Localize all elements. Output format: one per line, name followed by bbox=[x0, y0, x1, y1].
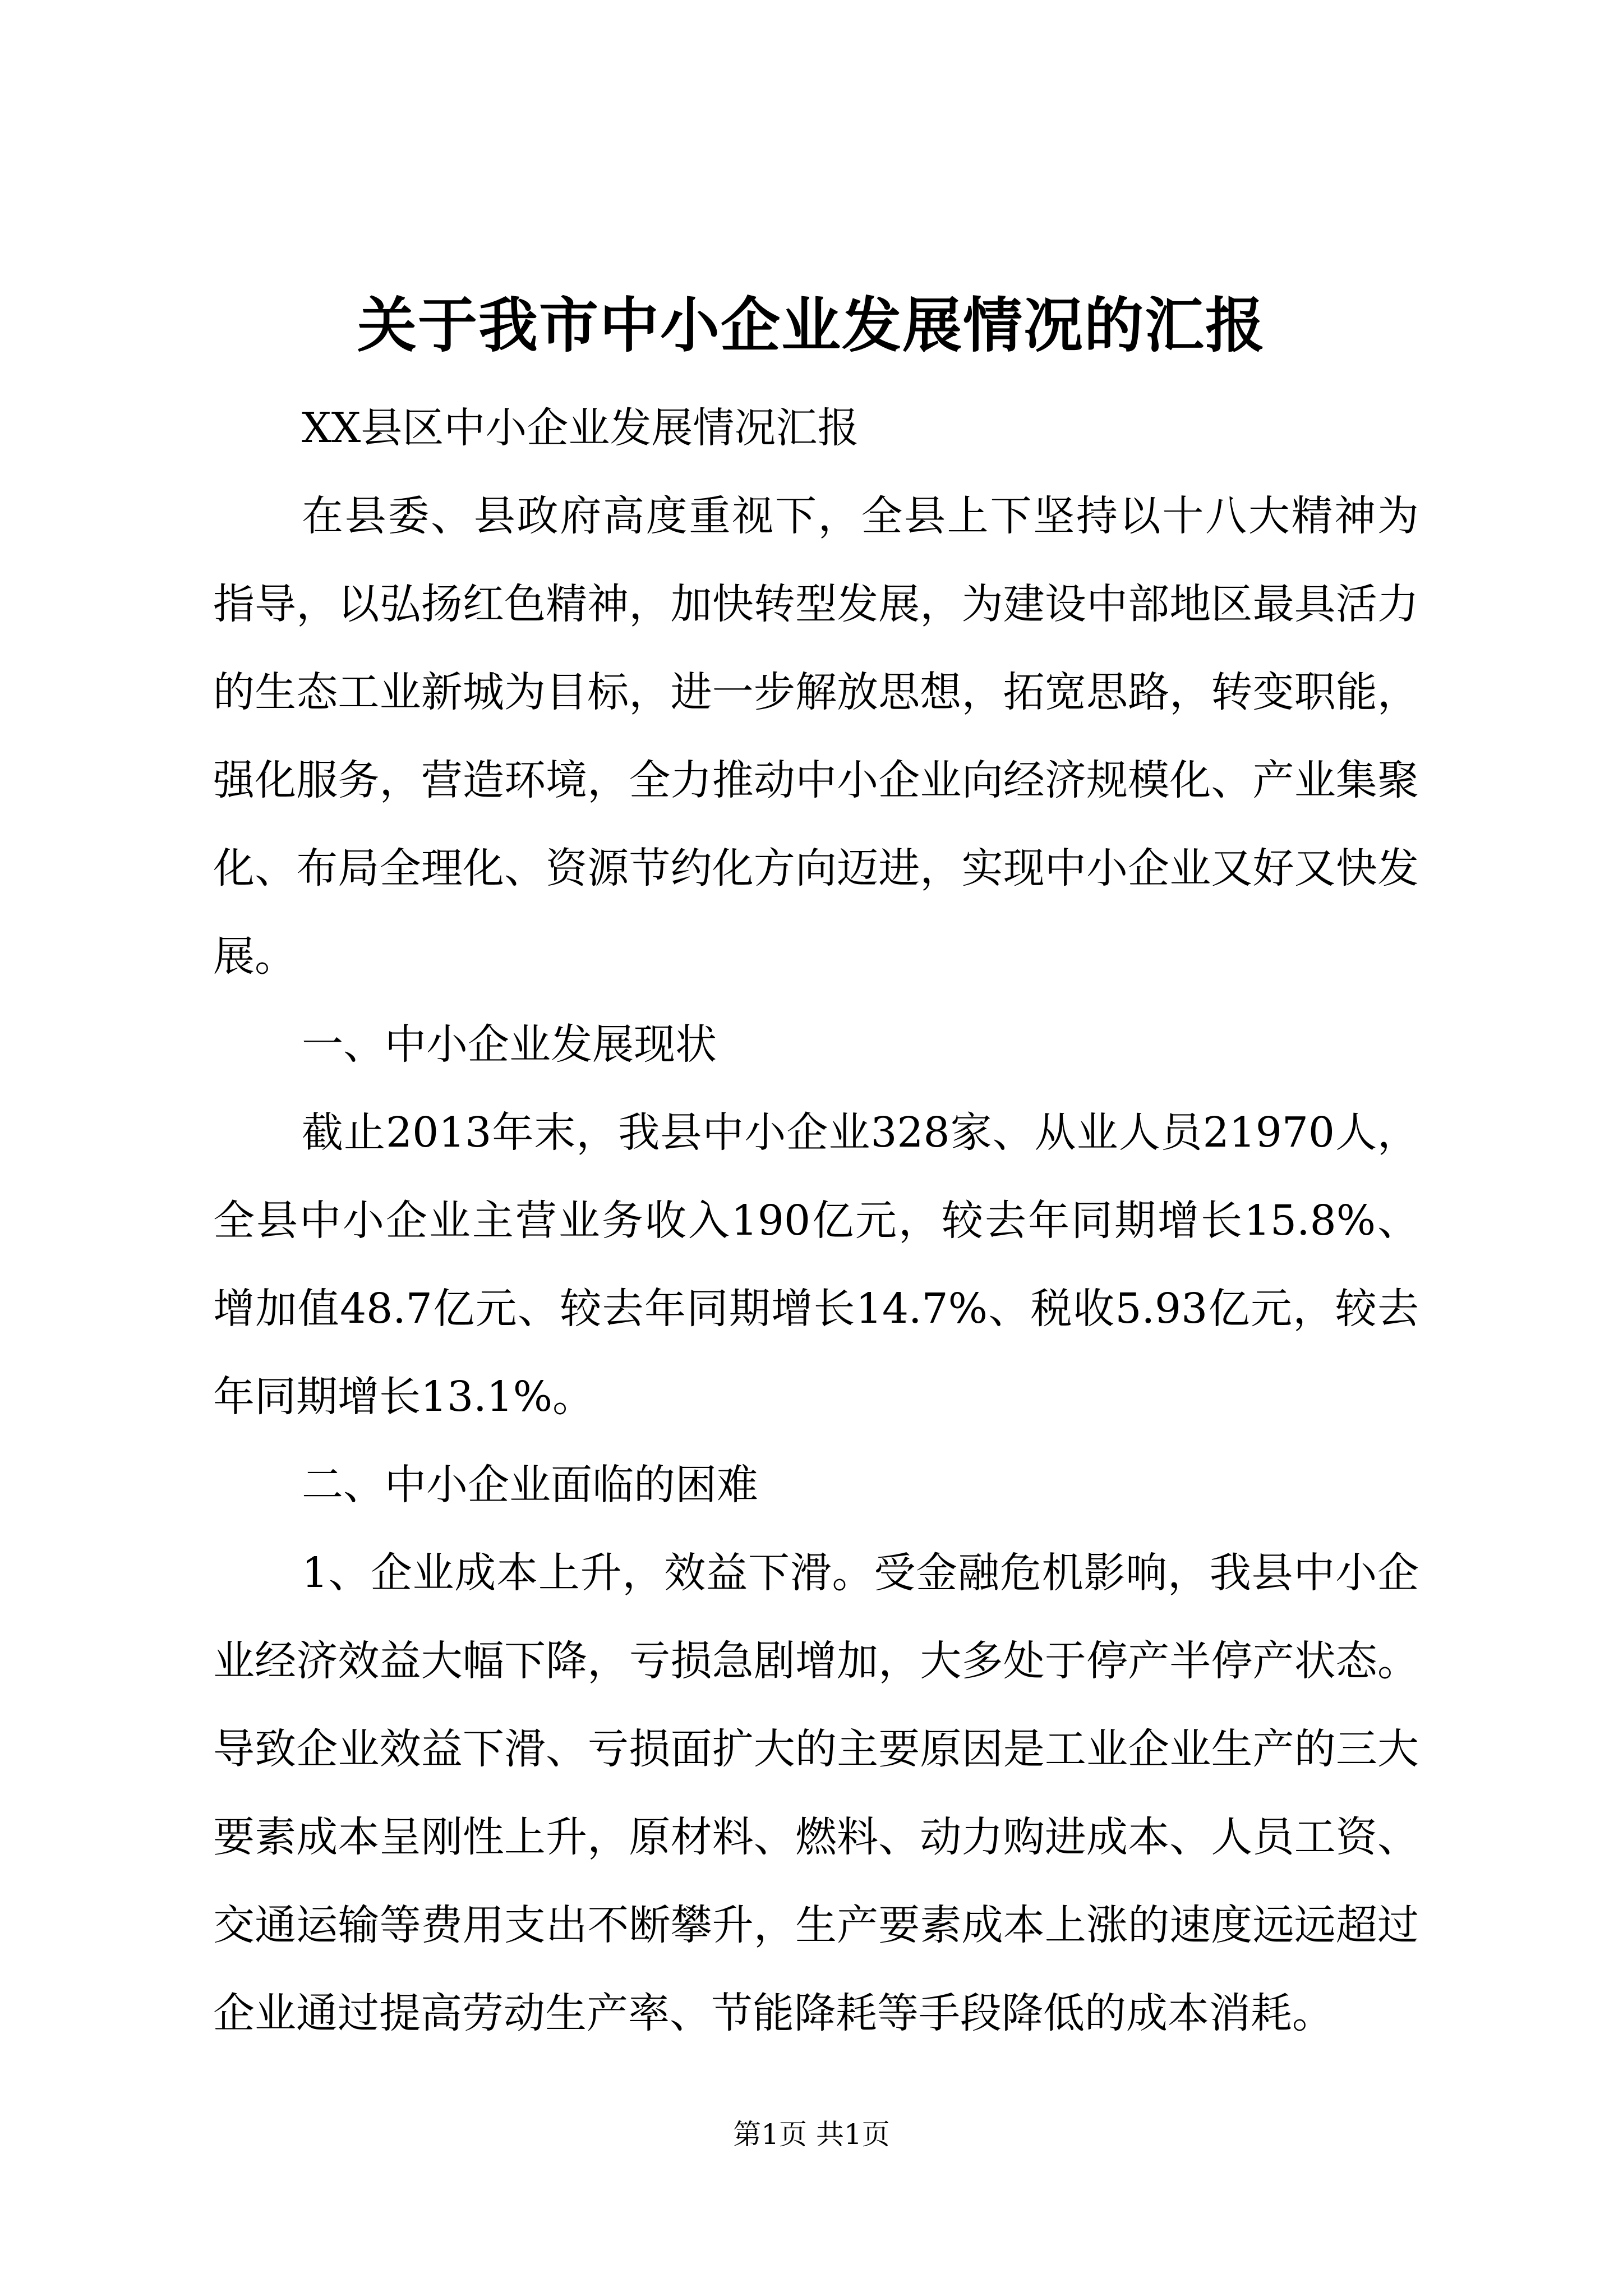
document-body bbox=[213, 384, 1419, 2058]
page-footer: 第1页 共1页 bbox=[733, 2118, 890, 2151]
document-title: 关于我市中小企业发展情况的汇报 bbox=[357, 290, 1266, 360]
status-paragraph: 截止2013年末，我县中小企业328家、从业人员21970人，全县中小企业主营业务收入190亿元，较去年同期增长15.8%、增加值48.7亿元、较去年同期增长14.7%、税收5.93亿元，较去年同期增长13.1%。 bbox=[213, 1108, 1419, 1421]
section-heading-1: 一、中小企业发展现状 bbox=[302, 1020, 717, 1069]
subtitle-paragraph: XX县区中小企业发展情况汇报 bbox=[302, 404, 859, 452]
difficulty-paragraph-1: 1、企业成本上升，效益下滑。受金融危机影响，我县中小企业经济效益大幅下降，亏损急剧增加，大多处于停产半停产状态。导致企业效益下滑、亏损面扩大的主要原因是工业企业生产的三大要素成本呈刚性上升，原材料、燃料、动力购进成本、人员工资、交通运输等费用支出不断攀升，生产要素成本上涨的速度远远超过企业通过提高劳动生产率、节能降耗等手段降低的成本消耗。 bbox=[213, 1549, 1419, 2037]
section-heading-2: 二、中小企业面临的困难 bbox=[302, 1461, 758, 1509]
intro-paragraph: 在县委、县政府高度重视下，全县上下坚持以十八大精神为指导，以弘扬红色精神，加快转型发展，为建设中部地区最具活力的生态工业新城为目标，进一步解放思想，拓宽思路，转变职能，强化服务，营造环境，全力推动中小企业向经济规模化、产业集聚化、布局全理化、资源节约化方向迈进，实现中小企业又好又快发展。 bbox=[213, 492, 1419, 981]
